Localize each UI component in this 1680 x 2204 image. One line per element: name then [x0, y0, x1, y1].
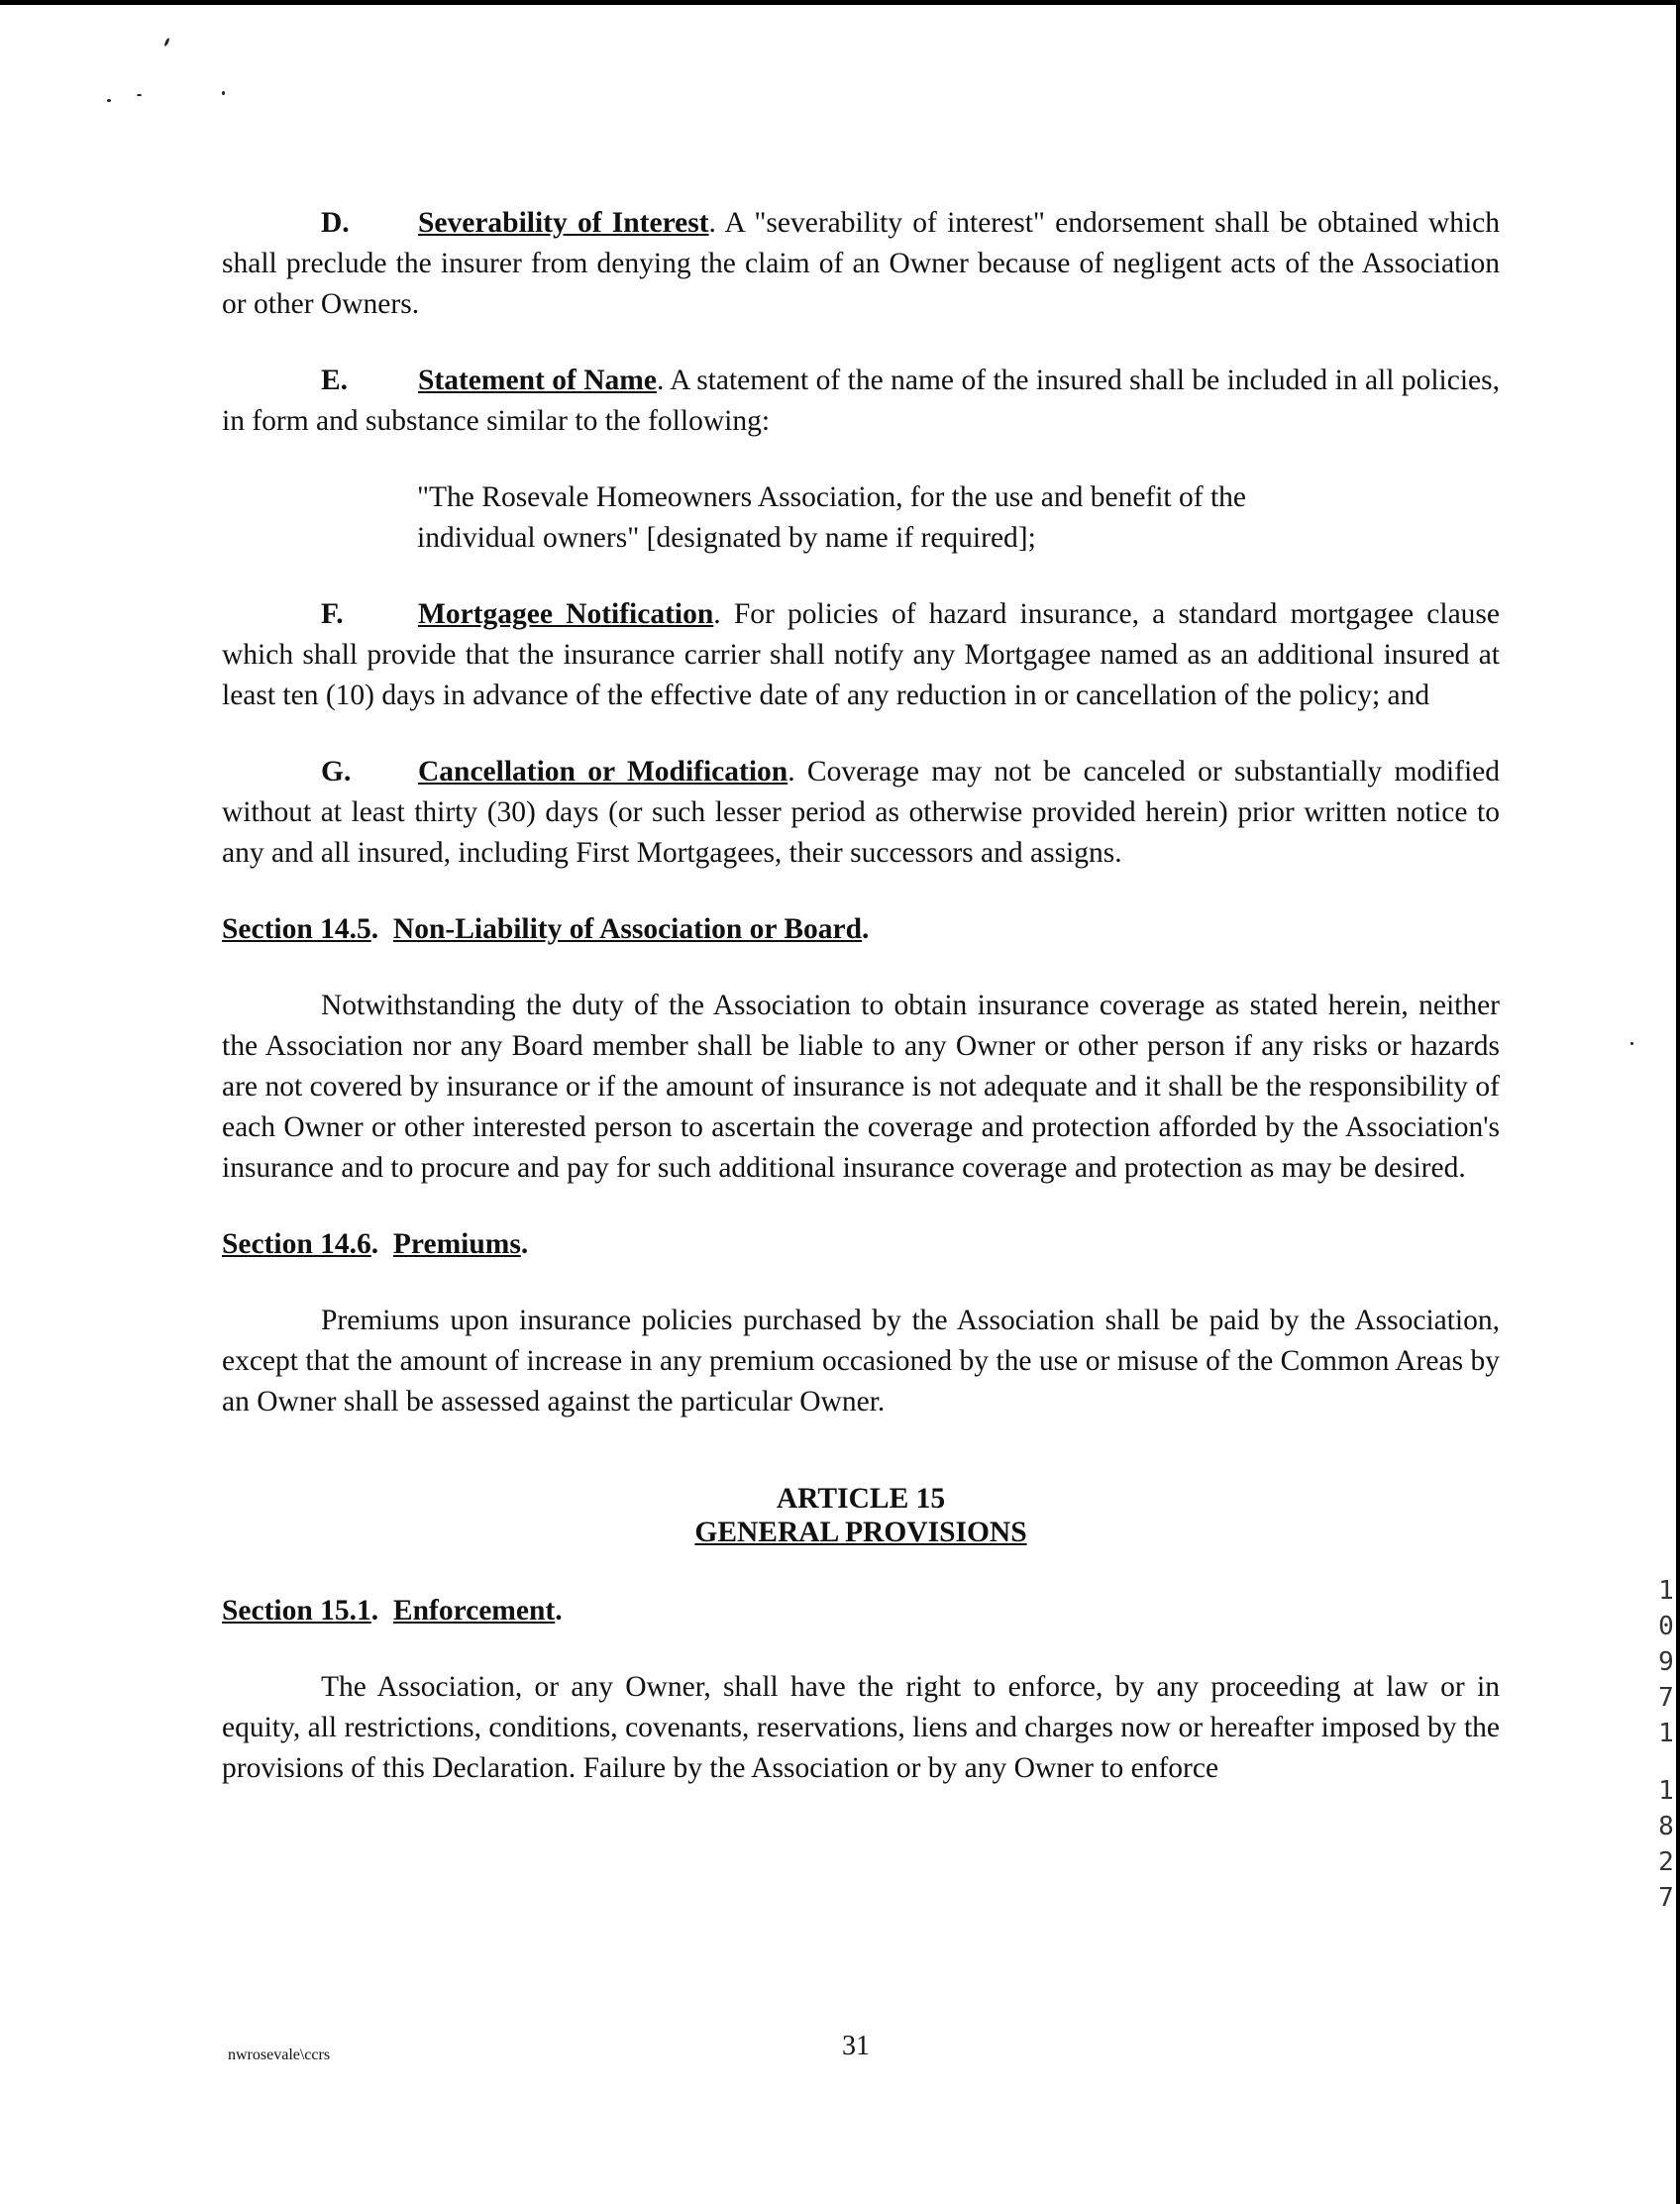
bates-stamp-upper	[1654, 1573, 1678, 1751]
section-14-5-body: Notwithstanding the duty of the Association to obtain insurance coverage as stated herein, neither the Association nor any Board member shall be liable to any Owner or other person if any risks or hazards are not covered by insurance or if the amount of insurance is not adequate and it shall be the responsibility of each Owner or other interested person to ascertain the coverage and protection afforded by the Association's insurance and to procure and pay for such additional insurance coverage and protection as may be desired.	[222, 990, 1500, 1184]
section-14-6-heading: Section 14.6. Premiums.	[222, 1228, 529, 1260]
document-body	[222, 203, 1500, 1789]
article-title: GENERAL PROVISIONS	[694, 1517, 1027, 1548]
paragraph-title: Mortgagee Notification	[418, 598, 714, 630]
scan-speck	[137, 94, 142, 96]
paragraph-letter: E.	[321, 365, 349, 396]
paragraph-text: . Coverage may not be canceled or substantially modified without at least thirty (30) days (or such lesser period as otherwise provided herein) prior written notice to any and all insured, including First Mortgagees, their successors and assigns.	[222, 756, 1500, 869]
insured-name-quote: "The Rosevale Homeowners Association, for the use and benefit of the individual owners" [designated by name if required];	[417, 481, 1246, 554]
paragraph-f	[222, 594, 1500, 716]
page-number: 31	[842, 2031, 870, 2061]
scan-speck	[163, 38, 170, 47]
section-15-1-heading: Section 15.1. Enforcement.	[222, 1595, 563, 1627]
paragraph-g	[222, 752, 1500, 874]
section-title: Non-Liability of Association or Board	[392, 913, 863, 945]
scan-speck	[222, 91, 225, 95]
bates-digit: 9	[1658, 1647, 1674, 1677]
paragraph-d	[222, 203, 1500, 325]
article-15-heading	[222, 1482, 1500, 1549]
paragraph-letter: F.	[321, 598, 344, 630]
bates-digit: 0	[1658, 1612, 1674, 1641]
scan-speck	[107, 99, 111, 102]
section-14-6-body: Premiums upon insurance policies purchased by the Association shall be paid by the Association, except that the amount of increase in any premium occasioned by the use or misuse of the Common Areas by an Owner shall be assessed against the particular Owner.	[222, 1305, 1500, 1417]
paragraph-title: Severability of Interest	[418, 207, 709, 239]
bates-digit: 1	[1658, 1576, 1674, 1606]
section-14-5-heading: Section 14.5. Non-Liability of Association or Board.	[222, 913, 870, 945]
section-number: Section 14.5	[222, 913, 371, 945]
bates-digit: 7	[1658, 1883, 1674, 1913]
paragraph-title: Cancellation or Modification	[418, 756, 788, 787]
section-number: Section 15.1	[222, 1595, 371, 1627]
section-title: Enforcement	[392, 1595, 556, 1627]
bates-digit: 8	[1658, 1812, 1674, 1841]
section-15-1-body: The Association, or any Owner, shall have the right to enforce, by any proceeding at law or in equity, all restrictions, conditions, covenants, reservations, liens and charges now or hereafter imposed by the provisions of this Declaration. Failure by the Association or by any Owner to enforce	[222, 1671, 1500, 1784]
bates-stamp-lower	[1654, 1773, 1678, 1916]
footer-file-id: nwrosevale\ccrs	[228, 2047, 331, 2063]
paragraph-text: . A "severability of interest" endorsement shall be obtained which shall preclude the insurer from denying the claim of an Owner because of negligent acts of the Association or other Owners.	[222, 207, 1500, 320]
scan-border-top	[0, 0, 1680, 5]
paragraph-text: . For policies of hazard insurance, a standard mortgagee clause which shall provide that the insurance carrier shall notify any Mortgagee named as an additional insured at least ten (10) days in advance of the effective date of any reduction in or cancellation of the policy; and	[222, 598, 1500, 711]
paragraph-title: Statement of Name	[418, 365, 657, 396]
section-title: Premiums	[392, 1228, 521, 1260]
bates-digit: 1	[1658, 1776, 1674, 1806]
section-number: Section 14.6	[222, 1228, 371, 1260]
paragraph-e	[222, 361, 1500, 442]
bates-digit: 2	[1658, 1847, 1674, 1877]
paragraph-letter: G.	[321, 756, 352, 787]
bates-digit: 1	[1658, 1719, 1674, 1748]
paragraph-text: . A statement of the name of the insured shall be included in all policies, in form and substance similar to the following:	[222, 365, 1500, 437]
paragraph-letter: D.	[321, 207, 350, 239]
scan-speck	[1630, 1042, 1633, 1045]
bates-digit: 7	[1658, 1683, 1674, 1713]
article-number: ARTICLE 15	[776, 1483, 946, 1515]
